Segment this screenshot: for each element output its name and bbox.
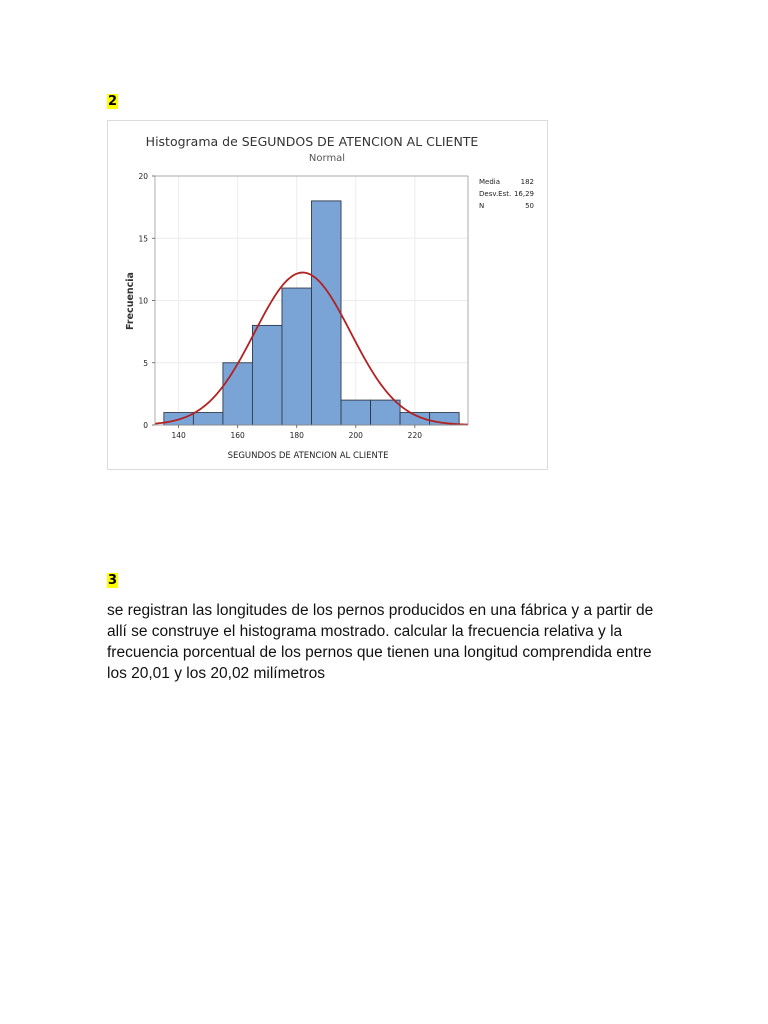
histogram-bar [282, 288, 312, 425]
y-tick-label: 5 [143, 358, 148, 368]
stat-label: Desv.Est. [479, 190, 512, 198]
x-tick-label: 200 [348, 431, 363, 440]
histogram-bar [371, 400, 401, 425]
y-tick-label: 10 [138, 296, 148, 306]
y-tick-label: 20 [138, 172, 148, 181]
histogram-chart [108, 121, 549, 471]
x-tick-label: 140 [171, 431, 186, 440]
y-axis-label: Frecuencia [125, 272, 136, 330]
x-tick-label: 180 [289, 431, 304, 440]
stat-value: 16,29 [513, 190, 534, 198]
x-tick-label: 160 [230, 431, 245, 440]
histogram-bar [223, 363, 253, 425]
x-tick-label: 220 [407, 431, 423, 440]
histogram-figure [107, 120, 548, 470]
question-3-text: se registran las longitudes de los pernos producidos en una fábrica y a partir de allí se construye el histograma mostrado. calcular la frecuencia relativa y la frecuencia porcentual de los pernos que tienen una longitud comprendida entre los 20,01 y los 20,02 milímetros [107, 602, 654, 682]
histogram-bar [341, 400, 371, 425]
histogram-bar [193, 413, 223, 425]
stat-label: Media [479, 178, 501, 186]
question-number-2: 2 [108, 94, 118, 109]
y-tick-label: 0 [143, 421, 148, 430]
chart-title: Histograma de SEGUNDOS DE ATENCION AL CLIENTE [145, 134, 479, 149]
histogram-bar [312, 201, 342, 425]
stat-value: 50 [525, 202, 534, 210]
histogram-bar [252, 325, 282, 425]
y-tick-label: 15 [138, 234, 148, 244]
stat-value: 182 [520, 178, 534, 186]
stat-label: N [479, 202, 485, 210]
question-number-3: 3 [108, 573, 118, 588]
stats-box [479, 178, 534, 210]
x-axis-label: SEGUNDOS DE ATENCION AL CLIENTE [227, 451, 389, 461]
chart-subtitle: Normal [308, 153, 346, 164]
